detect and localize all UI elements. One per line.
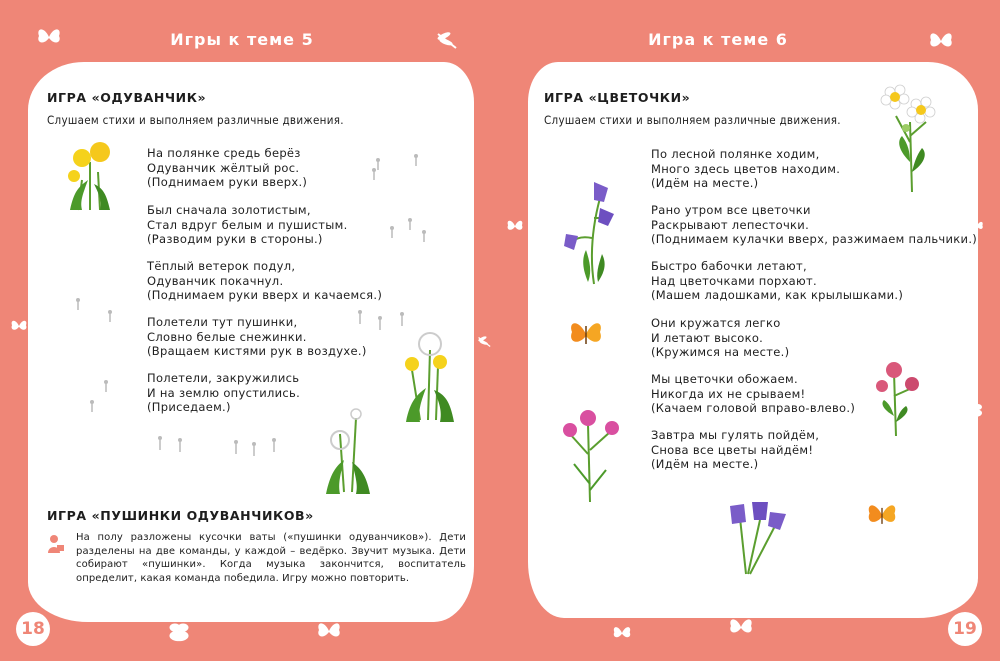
- butterfly-icon: [506, 218, 524, 234]
- poem-line: (Поднимаем руки вверх и качаемся.): [147, 288, 383, 302]
- poem-stanza: [651, 428, 819, 472]
- poem-stanza: [651, 316, 789, 360]
- butterfly-icon: [866, 500, 898, 530]
- dandelion-seeds-illustration: [360, 150, 430, 250]
- poem-line: Раскрывают лепесточки.: [651, 217, 810, 232]
- poem-line: (Качаем головой вправо-влево.): [651, 401, 856, 415]
- poem-line: Быстро бабочки летают,: [651, 259, 807, 273]
- poem-line: Словно белые снежинки.: [147, 329, 307, 344]
- poem-line: Много здесь цветов находим.: [651, 161, 841, 176]
- dandelion-illustration: [322, 404, 374, 496]
- poem-line: Они кружатся легко: [651, 316, 781, 330]
- poem-line: (Машем ладошками, как крылышками.): [651, 288, 904, 302]
- poem-line: Стал вдруг белым и пушистым.: [147, 217, 348, 232]
- poem-stanza: [651, 203, 977, 247]
- bee-icon: [164, 620, 194, 646]
- butterfly-icon: [612, 624, 632, 642]
- poem-stanza: [651, 259, 903, 303]
- poem-line: По лесной полянке ходим,: [651, 147, 820, 161]
- poem-line: Снова все цветы найдём!: [651, 442, 814, 457]
- game-intro: Слушаем стихи и выполняем различные движения.: [47, 113, 344, 127]
- dandelion-seeds-illustration: [150, 434, 280, 464]
- poem-line: (Вращаем кистями рук в воздухе.): [147, 344, 367, 358]
- butterfly-icon: [568, 318, 604, 350]
- poem-line: (Кружимся на месте.): [651, 345, 790, 359]
- poem-stanza: [147, 146, 307, 190]
- dandelion-seeds-illustration: [70, 296, 130, 416]
- poem-line: Над цветочками порхают.: [651, 273, 817, 288]
- game-title-dandelion-fluff: ИГРА «ПУШИНКИ ОДУВАНЧИКОВ»: [47, 508, 314, 523]
- poem-stanza: [147, 259, 382, 303]
- page-number-right: 19: [948, 612, 982, 646]
- poem-line: И на землю опустились.: [147, 385, 301, 400]
- poem-stanza: [651, 372, 855, 416]
- bellflower-illustration: [716, 498, 790, 576]
- poem-line: Рано утром все цветочки: [651, 203, 811, 217]
- poem-line: Был сначала золотистым,: [147, 203, 311, 217]
- poem-line: (Поднимаем кулачки вверх, разжимаем пальчики.): [651, 232, 978, 246]
- game-title-dandelion: ИГРА «ОДУВАНЧИК»: [47, 90, 207, 105]
- clover-illustration: [874, 356, 924, 438]
- carnation-illustration: [560, 404, 630, 504]
- poem-line: (Поднимаем руки вверх.): [147, 175, 308, 189]
- poem-line: Одуванчик жёлтый рос.: [147, 160, 300, 175]
- poem-line: Полетели тут пушинки,: [147, 315, 298, 329]
- poem-line: (Идём на месте.): [651, 457, 759, 471]
- poem-line: Тёплый ветерок подул,: [147, 259, 296, 273]
- dandelion-illustration: [60, 140, 120, 214]
- poem-line: И летают высоко.: [651, 330, 764, 345]
- poem-stanza: [651, 147, 840, 191]
- butterfly-icon: [36, 26, 62, 48]
- page-number-left: 18: [16, 612, 50, 646]
- game-description: На полу разложены кусочки ваты («пушинки одуванчиков»). Дети разделены на две команды, у каждой – ведёрко. Звучит музыка. Дети собирают «пушинки». Когда музыка закончится, воспитатель определит, какая команда победила. Игру можно повторить.: [76, 532, 466, 584]
- poem-line: Полетели, закружились: [147, 371, 300, 385]
- bellflower-illustration: [560, 178, 620, 286]
- butterfly-icon: [728, 616, 754, 638]
- poem-line: (Приседаем.): [147, 400, 231, 414]
- dragonfly-icon: [434, 30, 462, 52]
- poem-line: Завтра мы гулять пойдём,: [651, 428, 820, 442]
- butterfly-icon: [928, 30, 954, 52]
- butterfly-icon: [316, 620, 342, 642]
- poem-stanza: [147, 315, 367, 359]
- game-intro: Слушаем стихи и выполняем различные движения.: [544, 113, 841, 127]
- butterfly-icon: [10, 318, 28, 334]
- poem-line: Одуванчик покачнул.: [147, 273, 284, 288]
- dragonfly-icon: [476, 334, 494, 350]
- poem-stanza: [147, 203, 348, 247]
- game-icon: [47, 533, 65, 555]
- poem-line: (Разводим руки в стороны.): [147, 232, 323, 246]
- poem-line: На полянке средь берёз: [147, 146, 301, 160]
- poem-stanza: [147, 371, 300, 415]
- poem-line: (Идём на месте.): [651, 176, 759, 190]
- game-title-flowers: ИГРА «ЦВЕТОЧКИ»: [544, 90, 691, 105]
- right-page-header: Игра к теме 6: [648, 30, 788, 49]
- chamomile-illustration: [876, 82, 942, 196]
- left-page-header: Игры к теме 5: [170, 30, 314, 49]
- dandelion-illustration: [400, 330, 460, 424]
- poem-line: Никогда их не срываем!: [651, 386, 806, 401]
- poem-line: Мы цветочки обожаем.: [651, 372, 798, 386]
